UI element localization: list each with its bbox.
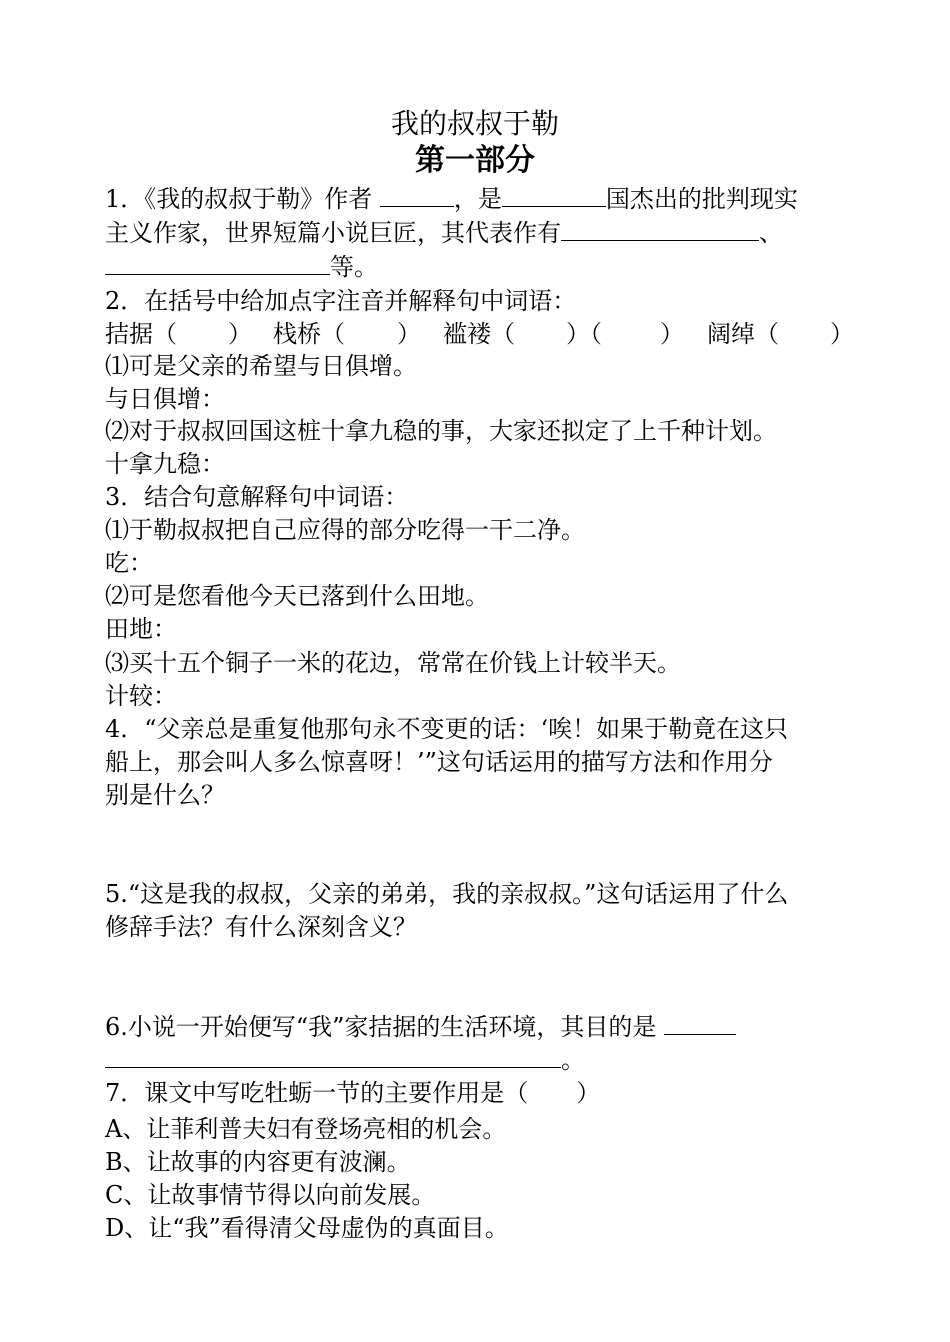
q2-word-3-mid: ）（: [566, 320, 602, 348]
q2-sentence-1: ⑴可是父亲的希望与日俱增。: [105, 352, 417, 380]
q2-word-2: 栈桥（: [273, 320, 345, 348]
question-2-stem: 2．在括号中给加点字注音并解释句中词语：: [105, 287, 577, 315]
q2-word-3-close: ）: [660, 320, 684, 348]
question-5-line-2: 修辞手法？有什么深刻含义？: [105, 913, 417, 941]
q1-work-blank-2[interactable]: [105, 252, 330, 275]
q2-word-2-close: ）: [397, 320, 421, 348]
q1-text-d: 主义作家，世界短篇小说巨匠，其代表作有: [105, 219, 561, 247]
q1-work-blank-1[interactable]: [561, 218, 759, 241]
q1-text-c: 国杰出的批判现实: [605, 185, 798, 213]
q2-word-4-close: ）: [830, 320, 854, 348]
q1-text-b: ，是: [453, 185, 502, 213]
q2-word-4: 阔绰（: [707, 320, 779, 348]
question-1-line-3: [105, 251, 378, 283]
q1-text-e: 、: [759, 219, 783, 247]
question-5-line-1: 5.“这是我的叔叔，父亲的弟弟，我的亲叔叔。”这句话运用了什么: [105, 880, 789, 908]
q1-text-f: 等。: [330, 253, 378, 281]
q3-sentence-2: ⑵可是您看他今天已落到什么田地。: [105, 582, 489, 610]
q2-sentence-2: ⑵对于叔叔回国这桩十拿九稳的事，大家还拟定了上千种计划。: [105, 417, 777, 445]
question-3-stem: 3．结合句意解释句中词语：: [105, 483, 409, 511]
section-heading: 第一部分: [415, 143, 535, 178]
question-1-line-1: [105, 183, 798, 215]
q2-word-3: 褴褛（: [443, 320, 515, 348]
q2-word-1-close: ）: [228, 320, 252, 348]
q6-text: 6.小说一开始便写“我”家拮据的生活环境，其目的是: [105, 1013, 657, 1041]
question-6-line-1: [105, 1011, 736, 1043]
q1-text-a: 1．《我的叔叔于勒》作者: [105, 185, 380, 213]
question-4-line-2: 船上，那会叫人多么惊喜呀！’”这句话运用的描写方法和作用分: [105, 748, 773, 776]
q7-option-d[interactable]: D、让“我”看得清父母虚伪的真面目。: [105, 1214, 509, 1242]
q3-sentence-1: ⑴于勒叔叔把自己应得的部分吃得一干二净。: [105, 516, 585, 544]
q3-answer-label-3: 计较：: [105, 682, 177, 710]
q6-end: 。: [561, 1046, 585, 1074]
document-title: 我的叔叔于勒: [390, 107, 559, 140]
q2-word-1: 拮据（: [105, 320, 177, 348]
q1-author-blank[interactable]: [380, 184, 454, 207]
q1-country-blank[interactable]: [502, 184, 606, 207]
q3-answer-label-2: 田地：: [105, 615, 177, 643]
q3-answer-label-1: 吃：: [105, 549, 153, 577]
q7-option-b[interactable]: B、让故事的内容更有波澜。: [105, 1148, 411, 1176]
question-4-line-1: 4．“父亲总是重复他那句永不变更的话：‘唉！如果于勒竟在这只: [105, 715, 789, 743]
q2-answer-label-1: 与日俱增：: [105, 385, 225, 413]
question-6-line-2: [105, 1044, 585, 1076]
q7-option-c[interactable]: C、让故事情节得以向前发展。: [105, 1181, 436, 1209]
q6-answer-blank-2[interactable]: [105, 1045, 561, 1068]
q3-sentence-3: ⑶买十五个铜子一米的花边，常常在价钱上计较半天。: [105, 649, 681, 677]
question-1-line-2: [105, 217, 783, 249]
question-4-line-3: 别是什么？: [105, 781, 225, 809]
question-7-stem: 7．课文中写吃牡蛎一节的主要作用是（ ）: [105, 1079, 601, 1107]
q6-answer-blank-1[interactable]: [664, 1012, 736, 1035]
q2-answer-label-2: 十拿九稳：: [105, 450, 225, 478]
q7-option-a[interactable]: A、让菲利普夫妇有登场亮相的机会。: [105, 1115, 507, 1143]
